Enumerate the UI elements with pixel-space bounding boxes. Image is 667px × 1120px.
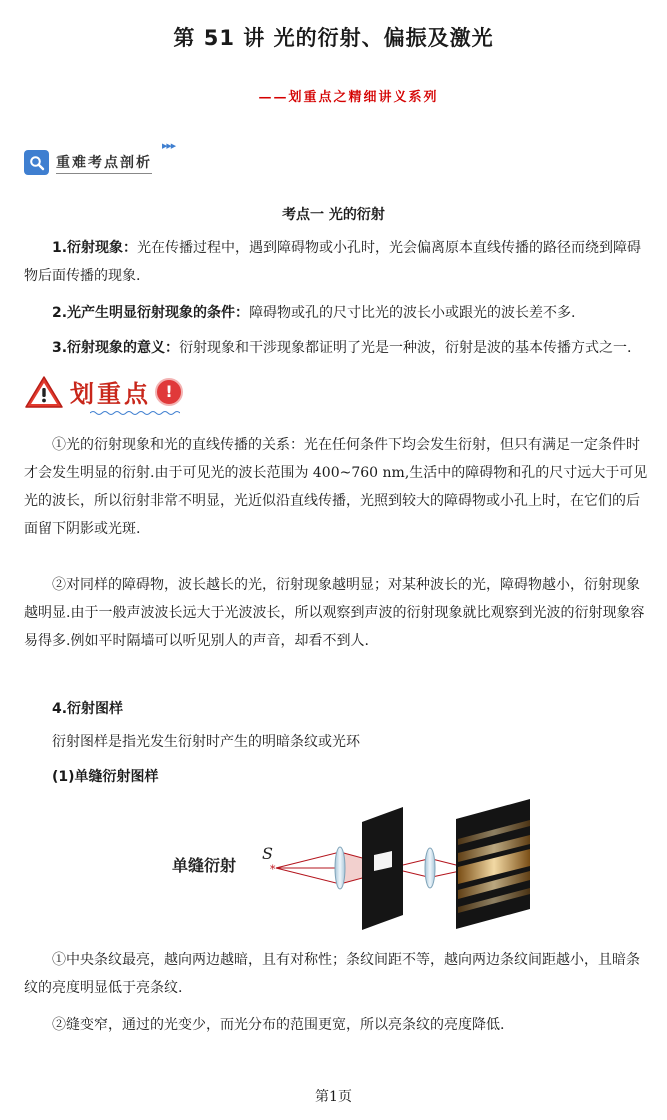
- page-title: 第 51 讲 光的衍射、偏振及激光: [173, 26, 494, 50]
- section-badge: [24, 142, 176, 175]
- source-point: *: [270, 863, 276, 876]
- kp1-item-1: [24, 234, 652, 290]
- page-number: 第1页: [315, 1089, 352, 1105]
- kp1-item-2-label: 2.光产生明显衍射现象的条件：: [52, 305, 250, 321]
- pattern-definition: 衍射图样是指光发生衍射时产生的明暗条纹或光环: [52, 734, 360, 750]
- search-icon: [24, 150, 49, 175]
- kp1-item-3-text: 衍射现象和干涉现象都证明了光是一种波，衍射是波的基本传播方式之一.: [179, 340, 632, 356]
- arrows-decoration: ▶▶▶: [162, 142, 176, 150]
- wave-decoration: [90, 410, 180, 416]
- pattern-note-2: ②缝变窄，通过的光变少，而光分布的范围更宽，所以亮条纹的亮度降低.: [52, 1017, 505, 1033]
- kp1-item-1-label: 1.衍射现象：: [52, 240, 138, 256]
- kp1-item-2-text: 障碍物或孔的尺寸比光的波长小或跟光的波长差不多.: [249, 305, 576, 321]
- highlight-point-2: ②对同样的障碍物，波长越长的光，衍射现象越明显；对某种波长的光，障碍物越小，衍射现象越明显.由于一般声波波长远大于光波波长，所以观察到声波的衍射现象就比观察到光波的衍射现象容易得多.例如平时隔墙可以听见别人的声音，却看不到人.: [24, 577, 645, 649]
- exclamation-icon: !: [155, 378, 183, 406]
- lens-1: [335, 847, 345, 889]
- kp1-item-2: [24, 299, 652, 327]
- kp1-heading: 考点一 光的衍射: [282, 207, 385, 223]
- source-label: S: [262, 844, 273, 863]
- lens-2: [425, 848, 435, 888]
- warning-icon: [24, 375, 64, 409]
- kp1-item-1-text: 光在传播过程中，遇到障碍物或小孔时，光会偏离原本直线传播的路径而绕到障碍物后面传播的现象.: [24, 240, 642, 284]
- kp1-item-3: [24, 334, 652, 362]
- pattern-note-1: ①中央条纹最亮，越向两边越暗，且有对称性；条纹间距不等，越向两边条纹间距越小，且暗条纹的亮度明显低于亮条纹.: [24, 952, 640, 996]
- kp1-item-3-label: 3.衍射现象的意义：: [52, 340, 180, 356]
- highlight-label: 划重点: [70, 380, 151, 408]
- section-badge-label: 重难考点剖析: [56, 152, 152, 174]
- highlight-point-1: ①光的衍射现象和光的直线传播的关系：光在任何条件下均会发生衍射，但只有满足一定条件时才会发生明显的衍射.由于可见光的波长范围为 400~760 nm,生活中的障碍物和孔的尺寸远大于可见光的波长，所以衍射非常不明显，光近似沿直线传播，光照到较大的障碍物或小孔上时，在它们的后面留下阴影或光斑.: [24, 437, 648, 537]
- pattern-heading: 4.衍射图样: [52, 701, 124, 717]
- series-subtitle: ——划重点之精细讲义系列: [258, 90, 439, 105]
- single-slit-diagram: [160, 795, 560, 944]
- highlight-banner: [24, 374, 183, 409]
- single-slit-heading: (1)单缝衍射图样: [52, 769, 159, 785]
- single-slit-label: 单缝衍射: [172, 856, 237, 875]
